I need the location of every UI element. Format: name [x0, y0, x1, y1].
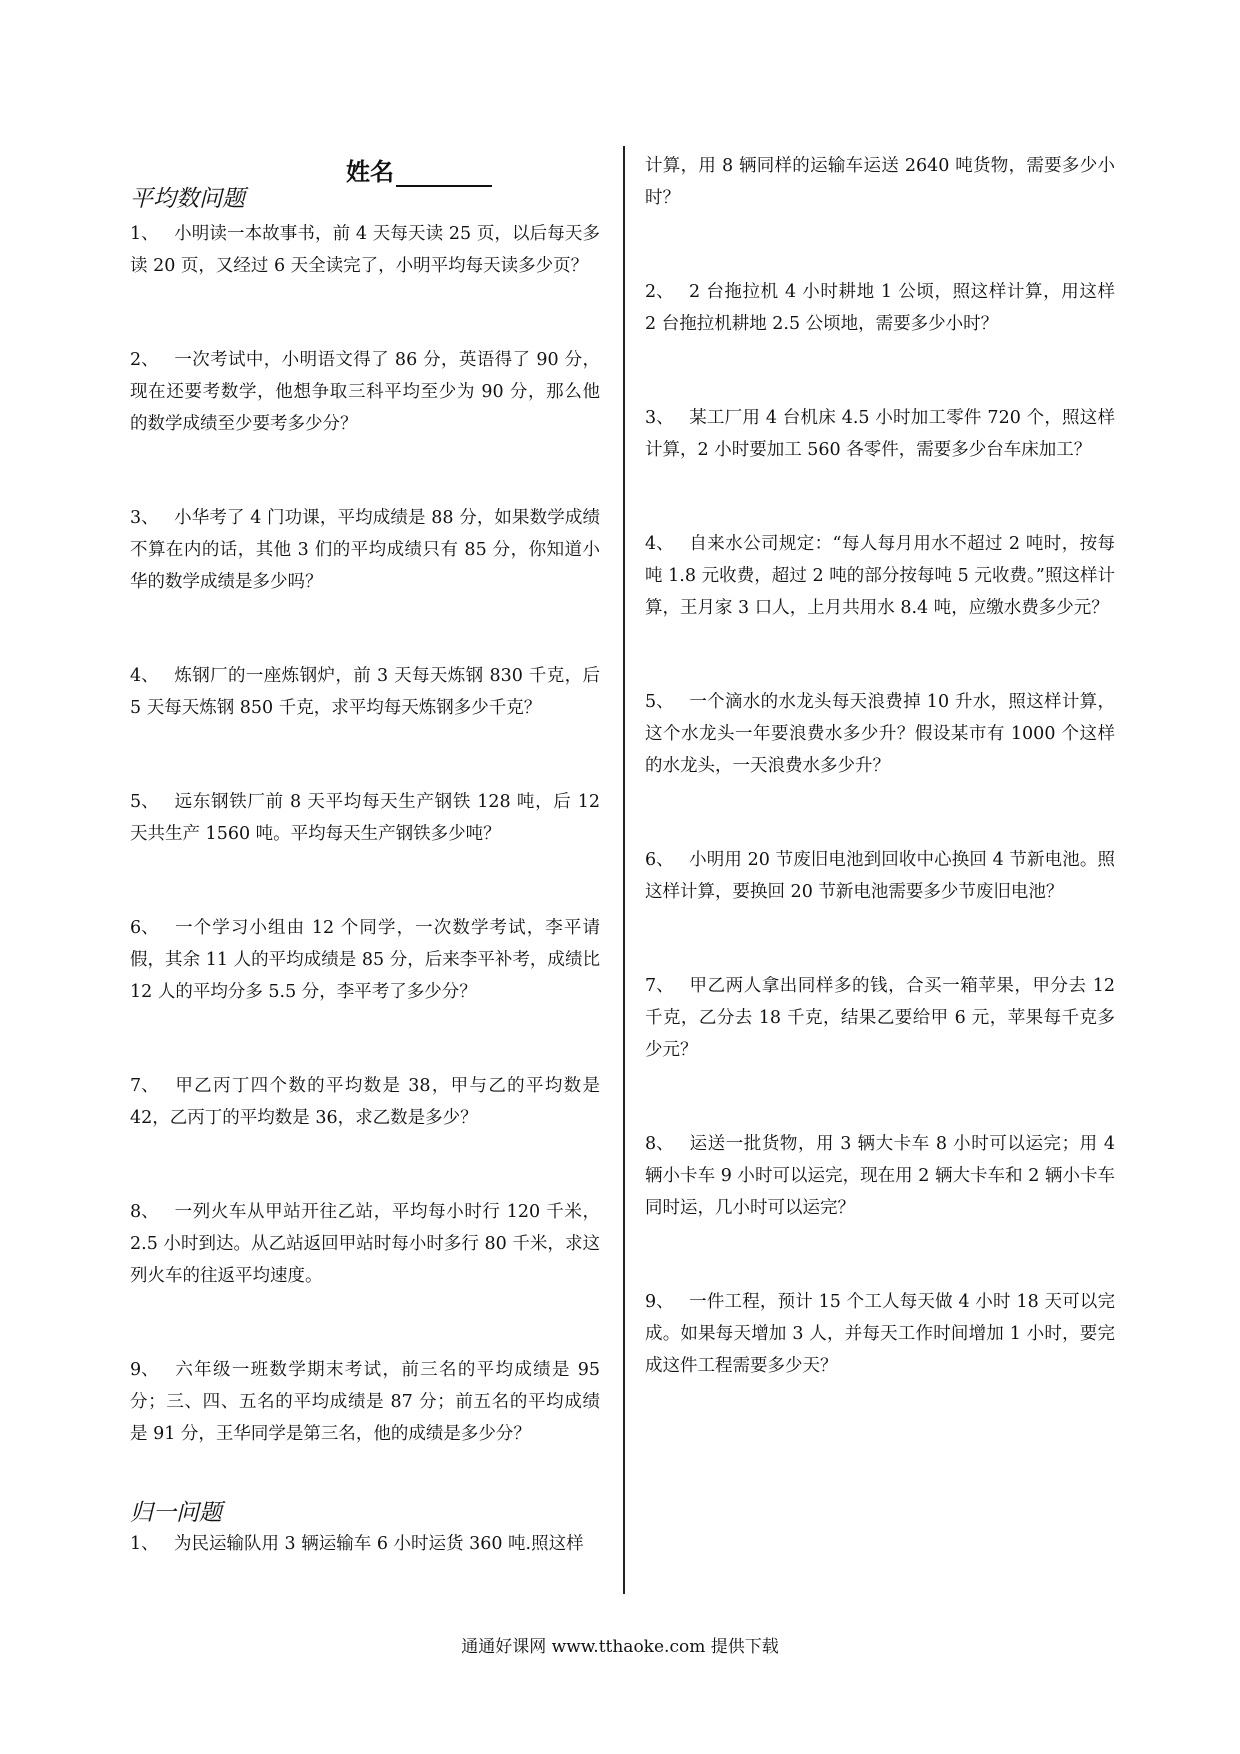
- question-item: 7、 甲乙两人拿出同样多的钱，合买一箱苹果，甲分去 12 千克，乙分去 18 千克，结果乙要给甲 6 元，苹果每千克多少元？: [645, 976, 1115, 1060]
- name-label: 姓名: [346, 157, 394, 186]
- question-item: 1、 小明读一本故事书，前 4 天每天读 25 页，以后每天多读 20 页，又经过 6 天全读完了，小明平均每天读多少页？: [130, 224, 600, 276]
- question-item: 4、 自来水公司规定：“每人每月用水不超过 2 吨时，按每吨 1.8 元收费，超过 2 吨的部分按每吨 5 元收费。”照这样计算，王月家 3 口人，上月共用水 8.4 吨，应缴水费多少元？: [645, 534, 1115, 618]
- question-item: 6、 小明用 20 节废旧电池到回收中心换回 4 节新电池。照这样计算，要换回 20 节新电池需要多少节废旧电池？: [645, 850, 1115, 902]
- question-item: 2、 一次考试中，小明语文得了 86 分，英语得了 90 分，现在还要考数学，他想争取三科平均至少为 90 分，那么他的数学成绩至少要考多少分？: [130, 350, 600, 434]
- right-column: [645, 150, 1115, 1382]
- question-item: 4、 炼钢厂的一座炼钢炉，前 3 天每天炼钢 830 千克，后 5 天每天炼钢 850 千克，求平均每天炼钢多少千克？: [130, 666, 600, 718]
- question-item: 2、 2 台拖拉机 4 小时耕地 1 公顷，照这样计算，用这样 2 台拖拉机耕地 2.5 公顷地，需要多少小时？: [645, 282, 1115, 334]
- question-item: 8、 运送一批货物，用 3 辆大卡车 8 小时可以运完；用 4 辆小卡车 9 小时可以运完，现在用 2 辆大卡车和 2 辆小卡车同时运，几小时可以运完？: [645, 1134, 1115, 1218]
- left-column: [130, 184, 600, 1560]
- section-title-average: 平均数问题: [130, 186, 245, 212]
- column-divider: [623, 146, 625, 1594]
- footer-credit: 通通好课网 www.tthaoke.com 提供下载: [461, 1637, 779, 1657]
- question-item: 9、 一件工程，预计 15 个工人每天做 4 小时 18 天可以完成。如果每天增加 3 人，并每天工作时间增加 1 小时，要完成这件工程需要多少天？: [645, 1292, 1115, 1376]
- question-item: 7、 甲乙丙丁四个数的平均数是 38，甲与乙的平均数是 42，乙丙丁的平均数是 36，求乙数是多少？: [130, 1076, 600, 1128]
- question-item: 6、 一个学习小组由 12 个同学，一次数学考试，李平请假，其余 11 人的平均成绩是 85 分，后来李平补考，成绩比 12 人的平均分多 5.5 分，李平考了多少分？: [130, 918, 600, 1002]
- question-item: 9、 六年级一班数学期末考试，前三名的平均成绩是 95 分；三、四、五名的平均成绩是 87 分；前五名的平均成绩是 91 分，王华同学是第三名，他的成绩是多少分？: [130, 1360, 600, 1444]
- question-item: 3、 小华考了 4 门功课，平均成绩是 88 分，如果数学成绩不算在内的话，其他 3 们的平均成绩只有 85 分，你知道小华的数学成绩是多少吗？: [130, 508, 600, 592]
- section-title-unitary: 归一问题: [130, 1500, 222, 1526]
- question-item: 3、 某工厂用 4 台机床 4.5 小时加工零件 720 个，照这样计算，2 小时要加工 560 各零件，需要多少台车床加工？: [645, 408, 1115, 460]
- name-field: [346, 152, 492, 187]
- question-item: 5、 远东钢铁厂前 8 天平均每天生产钢铁 128 吨，后 12 天共生产 1560 吨。平均每天生产钢铁多少吨？: [130, 792, 600, 844]
- question-item: 5、 一个滴水的水龙头每天浪费掉 10 升水，照这样计算，这个水龙头一年要浪费水多少升？假设某市有 1000 个这样的水龙头，一天浪费水多少升？: [645, 692, 1115, 776]
- question-item: 1、 为民运输队用 3 辆运输车 6 小时运货 360 吨.照这样: [130, 1534, 584, 1554]
- question-item: 8、 一列火车从甲站开往乙站，平均每小时行 120 千米，2.5 小时到达。从乙站返回甲站时每小时多行 80 千米，求这列火车的往返平均速度。: [130, 1202, 600, 1286]
- question-continuation: 计算，用 8 辆同样的运输车运送 2640 吨货物，需要多少小时？: [645, 156, 1115, 208]
